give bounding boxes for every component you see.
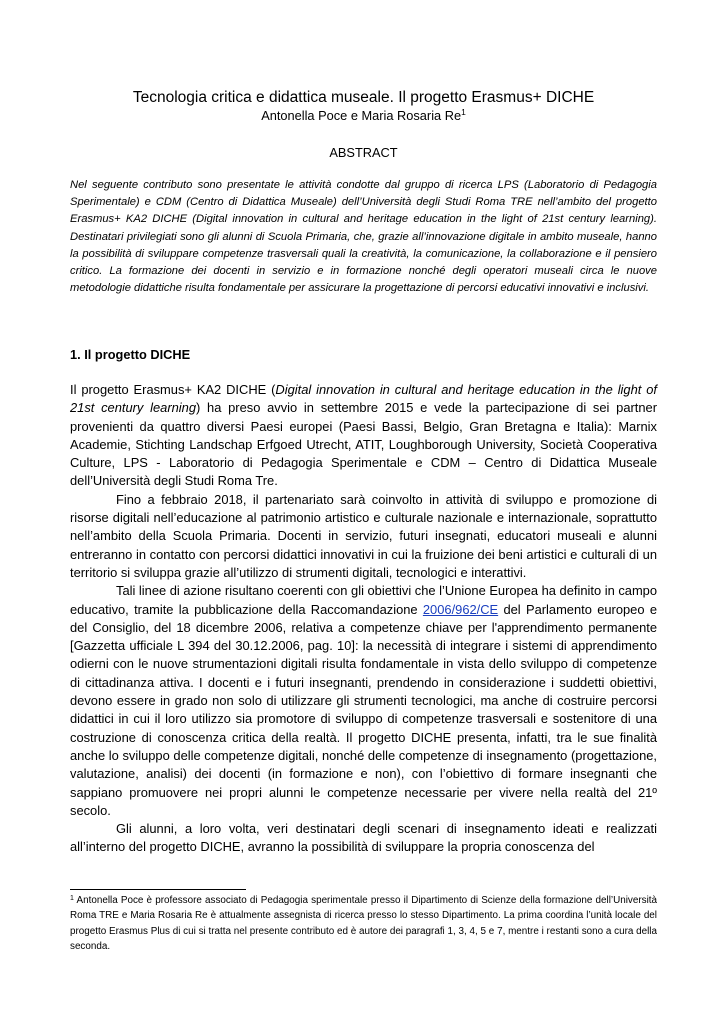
body-text (70, 381, 657, 857)
author-footnote-marker: 1 (461, 107, 466, 117)
footnote-marker: 1 (70, 895, 74, 902)
project-full-title: Digital innovation in cultural and heritage education in the light of 21st century learning (70, 382, 657, 416)
paragraph-1-end: ) ha preso avvio in settembre 2015 e vede la partecipazione di sei partner provenienti da quattro diversi Paesi europei (Paesi Bassi, Belgio, Gran Bretagna e Italia): Marnix Academie, Stichting Landschap Erfgoed Utrecht, ATIT, Loughborough University, Società Cooperativa Culture, LPS - Laboratorio di Pedagogia Sperimentale e CDM – Centro di Didattica Museale dell’Università degli Studi Roma Tre. (70, 400, 657, 489)
paragraph-1 (70, 381, 657, 491)
footnote-separator (70, 889, 246, 890)
abstract-heading: ABSTRACT (329, 145, 398, 160)
paragraph-1-start: Il progetto Erasmus+ KA2 DICHE ( (70, 382, 276, 397)
paragraph-4: Gli alunni, a loro volta, veri destinatari degli scenari di insegnamento ideati e realizzati all’interno del progetto DICHE, avranno la possibilità di sviluppare la propria conoscenza del (70, 821, 657, 855)
footnote (70, 893, 657, 954)
author-names: Antonella Poce e Maria Rosaria Re (261, 108, 462, 123)
paragraph-3-end: del Parlamento europeo e del Consiglio, del 18 dicembre 2006, relativa a competenze chiave per l'apprendimento permanente [Gazzetta ufficiale L 394 del 30.12.2006, pag. 10]: la necessità di integrare i sistemi di apprendimento odierni con le nuove strumentazioni digitali risulta fondamentale in vista dello sviluppo di competenze di cittadinanza attiva. I docenti e i futuri insegnanti, prendendo in considerazione i suddetti obiettivi, devono essere in grado non solo di utilizzare gli strumenti tecnologici, ma anche di costruire percorsi didattici in cui il loro utilizzo sia promotore di sviluppo di competenze trasversali e sostenitore di una costruzione di conoscenza critica della realtà. Il progetto DICHE presenta, infatti, tra le sue finalità anche lo sviluppo delle competenze digitali, nonché delle competenze di insegnamento (progettazione, valutazione, analisi) dei docenti (in formazione e non), con l’obiettivo di formare insegnanti che sappiano promuovere nei propri alunni le competenze necessarie per vivere nella realtà del 21º secolo. (70, 601, 657, 818)
section-heading: 1. Il progetto DICHE (70, 347, 191, 362)
abstract-text: Nel seguente contributo sono presentate le attività condotte dal gruppo di ricerca LPS (Laboratorio di Pedagogia Sperimentale) e CDM (Centro di Didattica Museale) dell’Università degli Studi Roma TRE nell’ambito del progetto Erasmus+ KA2 DICHE (Digital innovation in cultural and heritage education in the light of 21st century learning). Destinatari privilegiati sono gli alunni di Scuola Primaria, che, grazie all’innovazione digitale in ambito museale, hanno la possibilità di sviluppare competenze trasversali quali la creatività, la comunicazione, la collaborazione e il pensiero critico. La formazione dei docenti in servizio e in formazione nonché degli operatori museali circa le nuove metodologie didattiche risulta fondamentale per assicurare la progettazione di percorsi educativi innovativi e inclusivi. (70, 179, 657, 295)
recommendation-link[interactable]: 2006/962/CE (422, 601, 499, 617)
footnote-text: Antonella Poce è professore associato di Pedagogia sperimentale presso il Dipartimento di Scienze della formazione dell’Università Roma TRE e Maria Rosaria Re è attualmente assegnista di ricerca presso lo stesso Dipartimento. La prima coordina l’unità locale del progetto Erasmus Plus di cui si tratta nel presente contributo ed è autore dei paragrafi 1, 3, 4, 5 e 7, mentre i restanti sono a cura della seconda. (70, 895, 657, 952)
paragraph-3-start: Tali linee di azione risultano coerenti con gli obiettivi che l’Unione Europea ha definito in campo educativo, tramite la pubblicazione della Raccomandazione (70, 583, 658, 617)
paragraph-3 (70, 582, 657, 820)
paper-title: Tecnologia critica e didattica museale. Il progetto Erasmus+ DICHE (132, 89, 595, 106)
paragraph-2: Fino a febbraio 2018, il partenariato sarà coinvolto in attività di sviluppo e promozione di risorse digitali nell’educazione al patrimonio artistico e culturale nazionale e internazionale, soprattutto nell’ambito della Scuola Primaria. Docenti in servizio, futuri insegnati, educatori museali e alunni entreranno in contatto con percorsi didattici innovativi in cui la fruizione dei beni artistici e culturali di un territorio si sviluppa grazie all’utilizzo di strumenti digitali, tecnologici e interattivi. (70, 491, 657, 580)
author-line (70, 107, 657, 124)
